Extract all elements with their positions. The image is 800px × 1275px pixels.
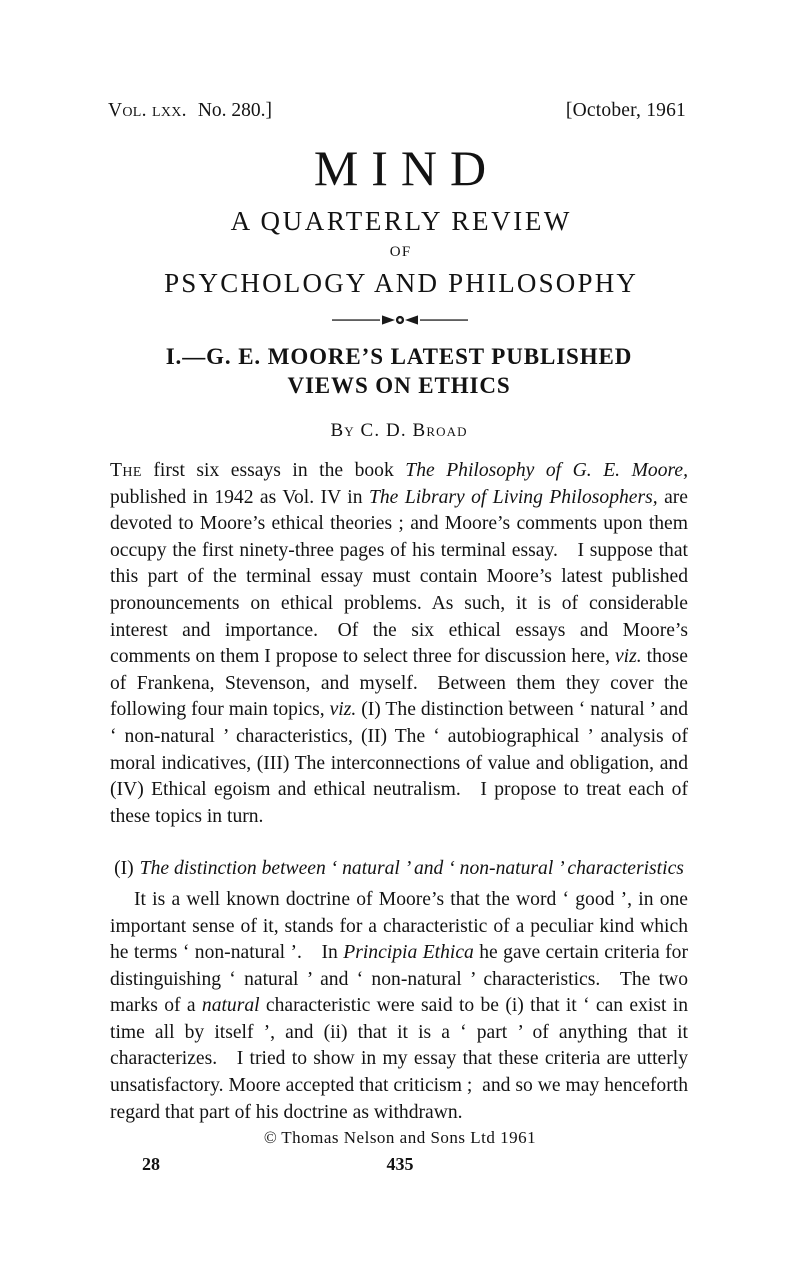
journal-fields: PSYCHOLOGY AND PHILOSOPHY [164,268,639,298]
para2-text-3: characteristic were said to be (i) that it ‘ can exist in time all by itself ’, and (ii) that it is a ‘ part ’ of anything that it characterizes. I tried to show in my essay that these criteria are utterly unsatisfactory. Moore accepted that criticism ; and so we may henceforth regard that part of his doctrine as withdrawn. [110,995,689,1123]
journal-of-word: OF [389,244,412,260]
para2-text-1: It is a well known doctrine of Moore’s that the word ‘ good ’, in one important sense of it, stands for a characteristic of a peculiar kind which he terms ‘ non-natural ’. In [110,888,688,964]
book-title-principia-ethica: Principia Ethica [343,942,474,964]
para2-text-2: he gave certain criteria for distinguishing ‘ natural ’ and ‘ non-natural ’ characteristics. The two marks of a [110,942,688,1017]
para1-text-4: those of Frankena, Stevenson, and myself. Between them they cover the following four main topics, [110,646,688,721]
paragraph-two [110,887,688,1126]
viz-abbreviation-2: viz. [329,699,357,721]
article-title [110,342,688,400]
copyright-text: Thomas Nelson and Sons Ltd 1961 [281,1128,537,1147]
article-head [110,342,688,442]
article-body [110,458,688,1126]
para1-text-3: are devoted to Moore’s ethical theories ; and Moore’s comments upon them occupy the first ninety-three pages of his terminal essay. I suppose that this part of the terminal essay must contain Moore’s latest published pronouncements on ethical problems. As such, it is of considerable interest and importance. Of the six ethical essays and Moore’s comments on them I propose to select three for discussion here, [110,486,688,668]
copyright-notice [0,1128,800,1148]
para1-text-5: (I) The distinction between ‘ natural ’ and ‘ non-natural ’ characteristics, (II) The ‘ autobiographical ’ analysis of moral indicatives, (III) The interconnections of value and obligation, and (IV) Ethical egoism and ethical neutralism. I propose to treat each of these topics in turn. [110,699,688,827]
para1-text-1: first six essays in the book [141,460,406,481]
article-title-line-1: I.—G. E. MOORE’S LATEST PUBLISHED [165,344,633,369]
book-title-library-of-living-philosophers: The Library of Living Philosophers, [368,486,658,508]
volume-label: Vol. lxx. [108,100,187,121]
journal-title: MIND [313,140,500,196]
paragraph-opening [110,458,688,830]
section-heading-text: The distinction between ‘ natural ’ and ‘ non-natural ’ characteristics [139,858,684,880]
emphasis-natural: natural [201,995,260,1017]
section-number: (I) [114,858,134,880]
article-title-line-2: VIEWS ON ETHICS [287,373,511,398]
page-number: 435 [386,1154,414,1174]
masthead [0,140,800,300]
issue-date-label: [October, 1961 [565,100,686,121]
viz-abbreviation-1: viz. [614,646,642,668]
signature-mark: 28 [142,1154,160,1174]
journal-subtitle: A QUARTERLY REVIEW [230,206,573,236]
copyright-icon: © [263,1128,278,1147]
drop-smallcaps-lead: The [110,460,142,481]
bowtie-rule-ornament-icon [0,310,800,330]
article-byline: By C. D. Broad [330,420,468,441]
para1-text-2: published in 1942 as Vol. IV in [110,486,369,508]
issue-volume-number [108,100,272,122]
issue-number-label: No. 280.] [197,100,273,121]
issue-header [108,100,686,122]
book-title-philosophy-of-moore: The Philosophy of G. E. Moore, [405,460,688,481]
section-heading-1 [110,856,688,883]
